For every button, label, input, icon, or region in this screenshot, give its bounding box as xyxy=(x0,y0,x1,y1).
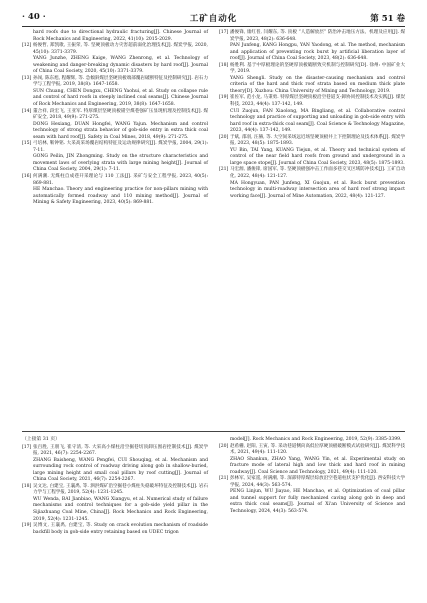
reference-number: [13] xyxy=(22,75,32,81)
reference-entry xyxy=(219,148,405,168)
reference-text: PAN Junfeng, KANG Hongpu, YAN Yaodong, et al. The method, mechanism and application of preventing rock burst by artificial liberation layer of roof[J]. Journal of China Coal Society, 2023, 48(2): 636-648. xyxy=(230,43,405,62)
reference-entry xyxy=(22,445,208,458)
reference-number: [18] xyxy=(219,62,229,68)
reference-text: SUN Chuang, CHEN Dongxu, CHENG Yaohui, et al. Study on collapse rule and control of hard roofs in steeply inclined coal seams[J]. Chinese Journal of Rock Mechanics and Engineering, 2019, 38(8): 1647-1658. xyxy=(33,88,208,108)
reference-number: [18] xyxy=(22,483,32,489)
reference-entry xyxy=(219,489,405,515)
continued-label: （上接第 31 页） xyxy=(22,437,60,442)
continued-references-left xyxy=(22,437,208,536)
references-column-right xyxy=(219,30,405,200)
reference-text: WU Wenda, BAI Jianbiao, WANG Xiangyu, et al. Numerical study of failure mechanisms and control techniques for a gob-side yield pillar in the Sijiazhuang Coal Mine, China[J]. Rock Mechanics and Rock Engineering, 2019, 52(4): 1231-1245. xyxy=(33,496,208,522)
reference-entry xyxy=(219,476,405,489)
reference-number: [15] xyxy=(22,141,32,147)
reference-entry xyxy=(22,458,208,484)
reference-number: [19] xyxy=(22,523,32,529)
page-header xyxy=(22,10,405,27)
reference-entry xyxy=(22,76,208,89)
reference-text: HE Manchao. Theory and engineering practice for non-pillars mining with automatically formed roadway and 110 mining method[J]. Journal of Mining & Safety Engineering, 2023, 40(5): 869-881. xyxy=(33,187,208,206)
reference-number: [17] xyxy=(219,30,229,35)
section-divider xyxy=(22,431,405,432)
reference-text: 董合祥, 段宏飞, 王亚军. 特厚煤层坚硬顶板锚空煤巷强矿压显现机理及控制技术[J]. 煤矿安全, 2018, 49(9): 271-275. xyxy=(33,108,208,121)
reference-entry xyxy=(219,76,405,96)
reference-entry xyxy=(22,523,208,536)
reference-text: model[J]. Rock Mechanics and Rock Engineering, 2019, 52(9): 3385-3399. xyxy=(230,437,402,442)
reference-entry xyxy=(219,135,405,148)
reference-entry xyxy=(22,141,208,154)
reference-text: ZHAO Shankun, ZHAO Yang, WANG Yin, et al. Experimental study on fracture mode of lateral high and low thick and hard roof in mining roadway[J]. Coal Science and Technology, 2021, 49(4): 111-120. xyxy=(230,456,405,475)
reference-text: YU Bin, TAI Yang, KUANG Tiejun, et al. Theory and technical system of control of the near field hard roofs from ground and underground in a large space stope[J]. Journal of China Coal Society, 2023, 48(5): 1875-1893. xyxy=(230,147,405,166)
reference-number: [16] xyxy=(22,174,32,180)
reference-text: PENG Linjun, WU Jiayao, HE Manchao, et al. Optimization of coal pillar and tunnel support for fully mechanized caving along gob in deep and extra thick coal seams[J]. Journal of Xi'an University of Science and Technology, 2024, 44(3): 563-574. xyxy=(230,489,405,515)
reference-entry xyxy=(22,109,208,122)
reference-text: YANG Shengli. Study on the disaster-causing mechanism and control criteria of the hard and thick roof strata based on medium thick plate theory[D]. Xuzhou: China University of Mining and Technology, 2019. xyxy=(230,75,405,94)
reference-entry xyxy=(22,56,208,76)
reference-text: 马宏源, 潘俊锋, 席国军, 等. 坚硬顶板强冲击工作面多巷交叉区域防冲技术[J]. 工矿自动化, 2022, 48(4): 121-127. xyxy=(230,167,405,180)
reference-text: 彭林军, 吴家遥, 何满潮, 等. 深部特厚煤层综放沿空巷道柱状支护优化[J]. 西安科技大学学报, 2024, 44(3): 563-574. xyxy=(230,476,405,488)
reference-entry xyxy=(22,484,208,497)
reference-text: 杨胜利. 基于中厚板理论的坚硬厚顶板破断致灾机制与控制研究[D]. 徐州: 中国矿业大学, 2019. xyxy=(230,62,405,75)
reference-text: GONG Peilin, JIN Zhongming. Study on the structure characteristics and movement laws of overlying strata with large mining height[J]. Journal of China Coal Society, 2004, 29(1): 7-11. xyxy=(33,154,208,173)
reference-number: [21] xyxy=(219,476,229,482)
reference-text: 张百胜, 王朋飞, 崔守清, 等. 大采高小煤柱沿空掘巷切顶卸压围岩控制技术[J]. 煤炭学报, 2021, 46(7): 2254-2267. xyxy=(33,444,208,457)
journal-title: 工矿自动化 xyxy=(189,14,238,24)
reference-entry xyxy=(219,457,405,477)
reference-number: [19] xyxy=(219,95,229,101)
reference-text: MA Hongyuan, PAN Junfeng, XI Guojun, et al. Rock burst prevention technology in multi-roadway intersection area of hard roof strong impact working face[J]. Journal of Mine Automation, 2022, 48(4): 121-127. xyxy=(230,180,405,199)
reference-entry xyxy=(219,63,405,76)
reference-text: DONG Hexiang, DUAN Hongfei, WANG Yajun. Mechanism and control technology of strong strata behavior of gob-side entry in extra thick coal seam with hard roof[J]. Safety in Coal Mines, 2018, 49(9): 271-275. xyxy=(33,121,208,140)
reference-text: 何满潮. 无煤柱自成巷开采理论与 110 工法[J]. 采矿与安全工程学报, 2023, 40(5): 869-881. xyxy=(33,174,208,186)
continued-references-list xyxy=(22,445,208,537)
reference-text: ZHANG Baisheng, WANG Pengfei, CUI Shouqing, et al. Mechanism and surrounding rock control of roadway driving along gob in shallow-buried, large mining height and small coal pillars by roof cutting[J]. Journal of China Coal Society, 2021, 46(7): 2254-2267. xyxy=(33,457,208,483)
reference-text: CUI Zuojun, FAN Xiaolong, MA Bingliang, et al. Collaborative control technology and practice of supporting and unloading in gob-side entry with hard roof in extra-thick coal seam[J]. Coal Science & Technology Magazine, 2023, 44(4): 137-142, 149. xyxy=(230,108,405,134)
reference-entry xyxy=(219,444,405,457)
reference-entry xyxy=(22,497,208,523)
reference-number: [14] xyxy=(22,108,32,114)
page-number: · 40 · xyxy=(22,12,46,22)
reference-number: [20] xyxy=(219,443,229,449)
reference-entry xyxy=(219,109,405,135)
reference-entry xyxy=(22,122,208,142)
reference-text: hard roofs due to directional hydraulic fracturing[J]. Chinese Journal of Rock Mechanics and Engineering, 2022, 41(10): 2015-2029. xyxy=(33,30,208,42)
volume-label: 第 51 卷 xyxy=(370,14,405,24)
reference-number: [20] xyxy=(219,134,229,140)
references-column-left xyxy=(22,30,208,207)
reference-text: 潘俊锋, 康红普, 闫耀东, 等. 顶板 “人造解放层” 防治冲击地压方法、机理及应用[J]. 煤炭学报, 2023, 48(2): 636-648. xyxy=(230,30,405,42)
reference-text: 赵希栅, 赵阳, 王寅, 等. 采动巷道侧向高低位厚硬顶板破断模式试验研究[J]. 煤炭科学技术, 2021, 49(4): 111-120. xyxy=(230,443,405,456)
reference-number: [12] xyxy=(22,43,32,49)
reference-entry xyxy=(219,30,405,43)
reference-entry xyxy=(22,154,208,174)
reference-entry xyxy=(22,89,208,109)
reference-text: 崔佐军, 范小龙, 马秉勇. 特厚煤层坚硬顶板沿空巷道支-卸协同控制技术及实践[J]. 煤炭科技, 2023, 44(4): 137-142, 149. xyxy=(230,95,405,108)
reference-entry xyxy=(22,174,208,187)
reference-text: YANG Junzhe, ZHENG Kaige, WANG Zhenrong, et al. Technology of weakening and danger-breaking dynamic disasters by hard roof[J]. Journal of China Coal Society, 2020, 45(10): 3371-3379. xyxy=(33,56,208,75)
reference-text: 于斌, 邵羽, 汪赫, 等. 大空间采场远近场坚硬顶板井上下控制理论及技术体系[J]. 煤炭学报, 2023, 48(5): 1875-1893. xyxy=(230,134,405,147)
reference-text: 吴文达, 白建宝, 王襄禹, 等. 泗洪煤矿沿空掘巷小煤柱失稳破坏特征及控制技术[J]. 岩石力学与工程学报, 2019, 52(4): 1231-1245. xyxy=(33,483,208,496)
reference-entry xyxy=(219,181,405,201)
reference-entry xyxy=(22,187,208,207)
continued-references-right xyxy=(219,437,405,516)
reference-entry xyxy=(219,167,405,180)
reference-text: 孙闯, 陈东旭, 程耀辉, 等. 急倾斜煤层坚硬顶板端部覆岩破断特征及控制研究[J]. 岩石力学与工程学报, 2019, 38(8): 1647-1658. xyxy=(33,75,208,88)
reference-number: [17] xyxy=(22,444,32,450)
reference-entry xyxy=(22,30,208,43)
reference-entry xyxy=(219,95,405,108)
reference-text: 吴博文, 王襄禹, 白建宝, 等. Study on crack evolution mechanism of roadside backfill body in gob-side entry retaining based on UDEC trigon xyxy=(33,523,208,535)
reference-number: [21] xyxy=(219,167,229,173)
reference-text: 杨俊哲, 郑凯歌, 王振荣, 等. 坚硬顶板动力灾害超前弱化治理技术[J]. 煤炭学报, 2020, 45(10): 3371-3379. xyxy=(33,43,208,55)
reference-entry xyxy=(22,43,208,56)
reference-text: 弓培林, 靳钟铭. 大采高采场覆岩结构特征及运动规律研究[J]. 煤炭学报, 2004, 29(1): 7-11. xyxy=(33,141,208,153)
reference-entry xyxy=(219,43,405,63)
